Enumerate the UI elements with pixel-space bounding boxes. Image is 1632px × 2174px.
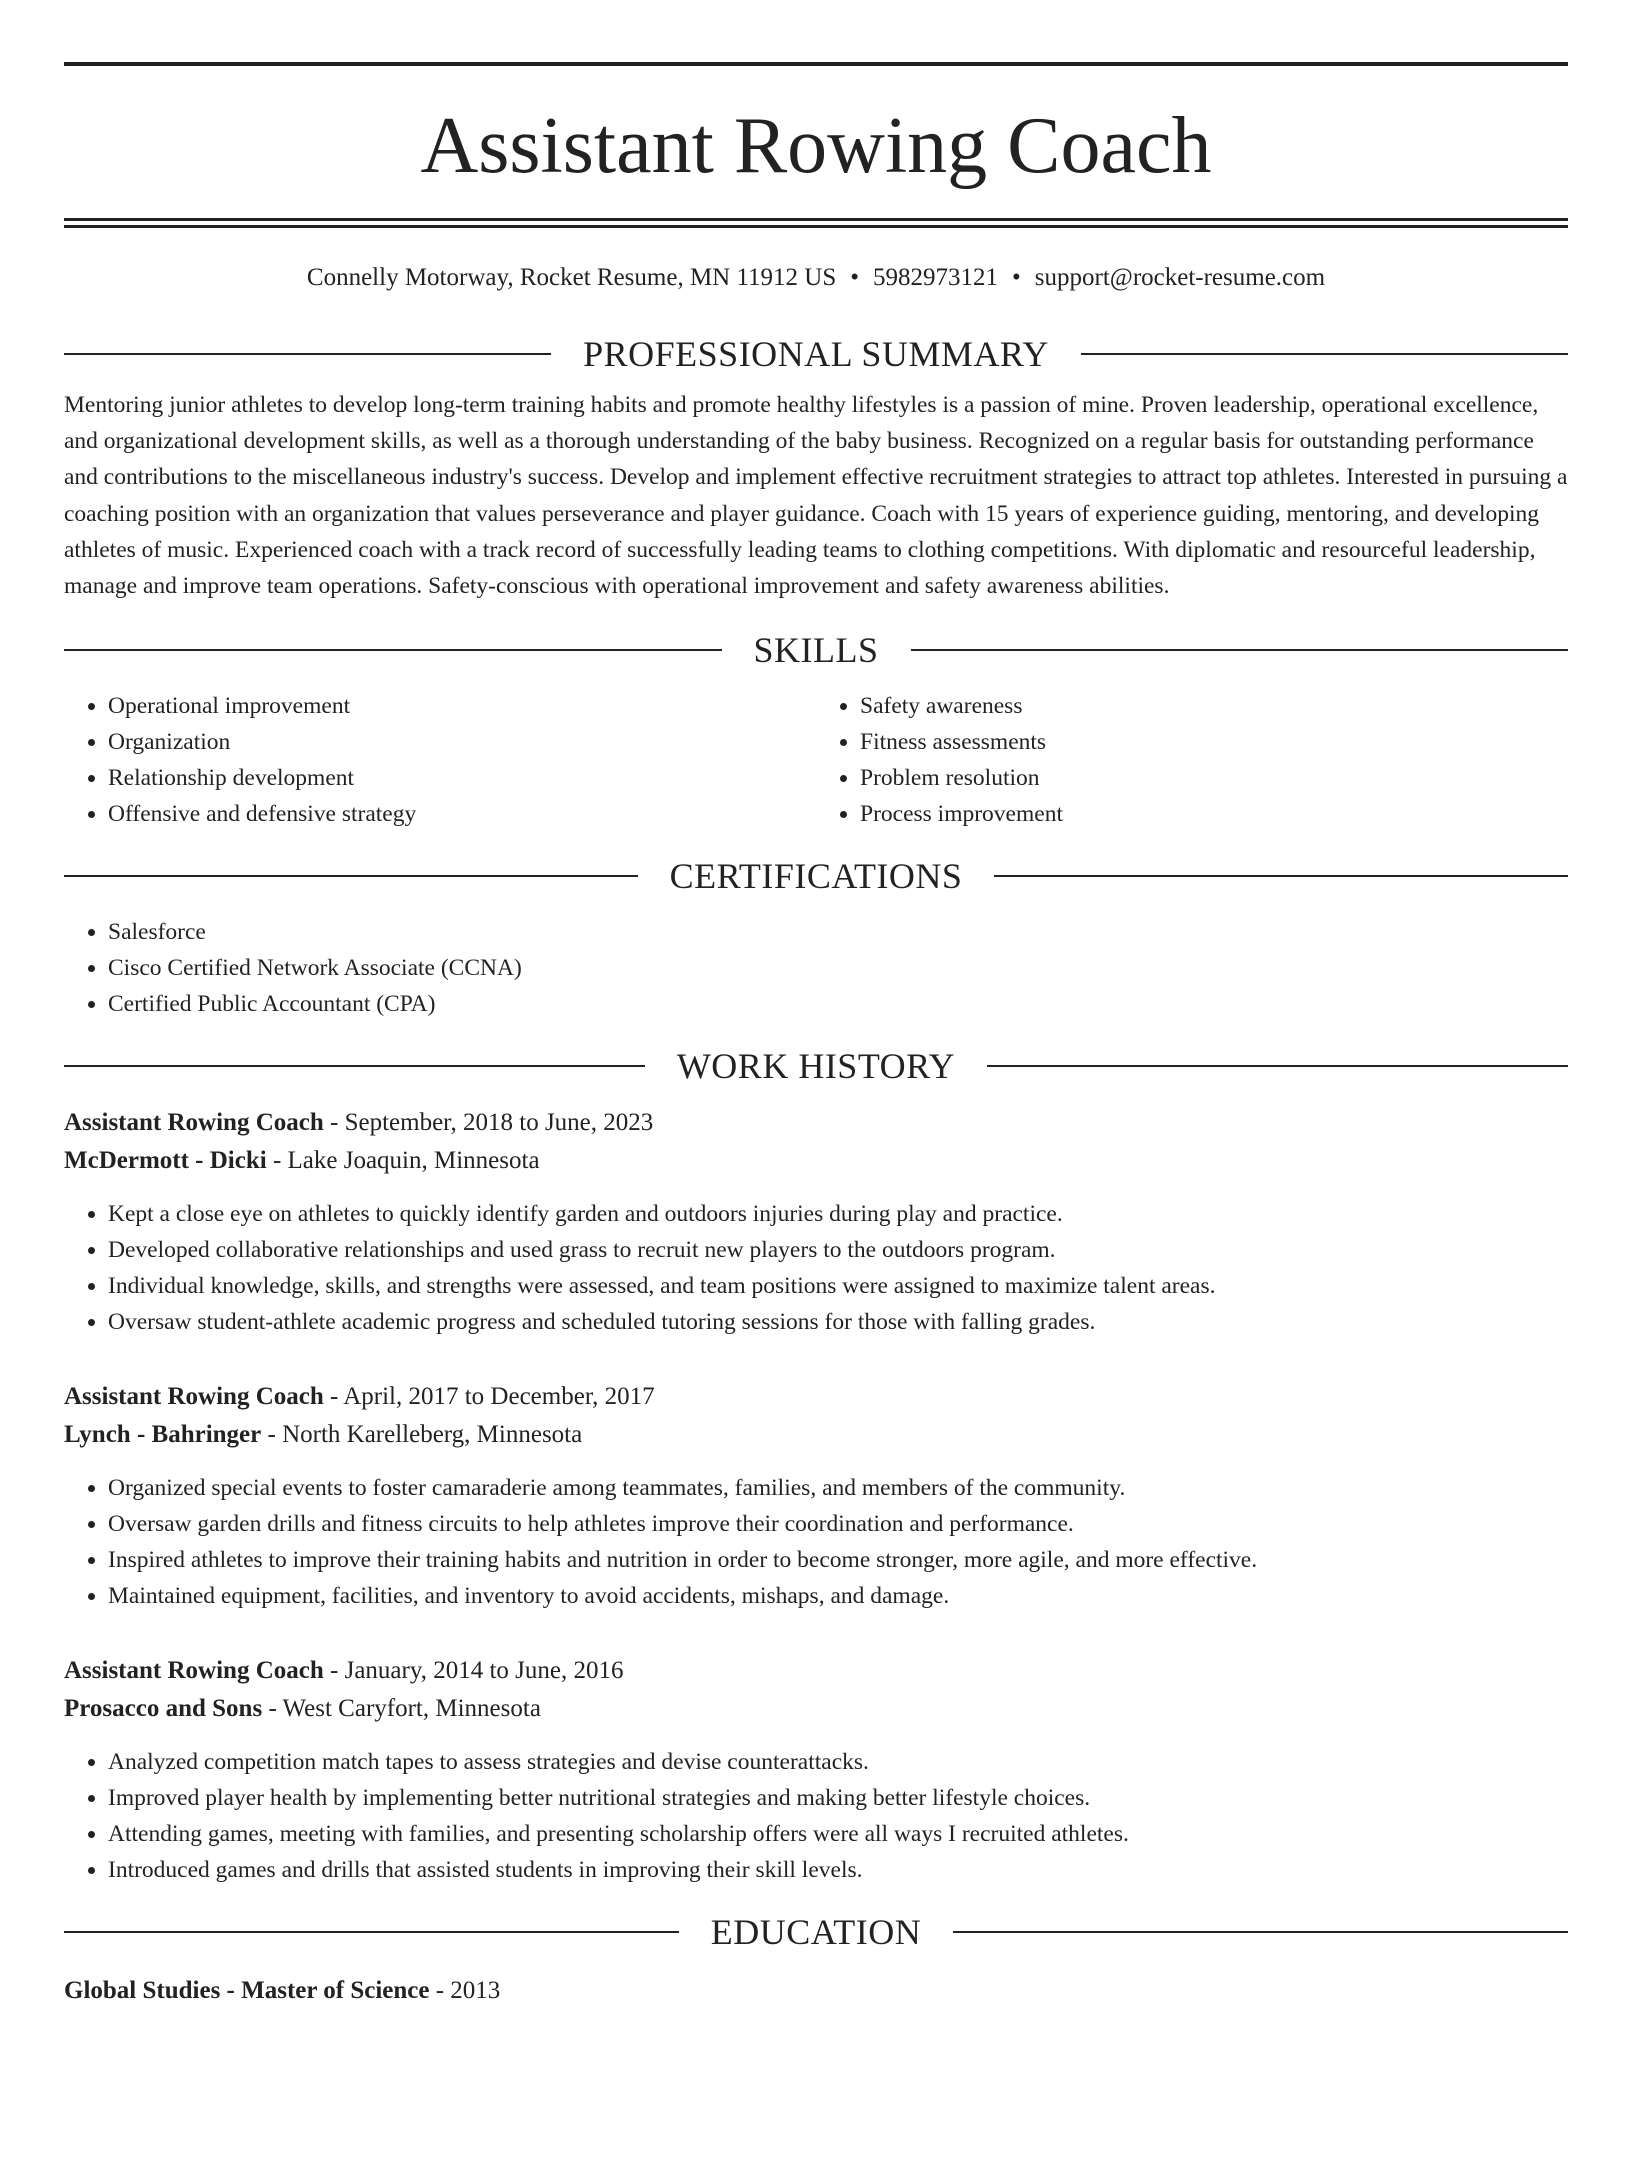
resume-page bbox=[0, 62, 1632, 2174]
job-entry bbox=[64, 1104, 1568, 1340]
heading-rule bbox=[64, 875, 638, 877]
job-bullet: • Introduced games and drills that assisted students in improving their skill levels. bbox=[108, 1852, 1568, 1888]
contact-address: Connelly Motorway, Rocket Resume, MN 11912 US bbox=[306, 264, 837, 291]
job-bullet: • Analyzed competition match tapes to assess strategies and devise counterattacks. bbox=[108, 1744, 1568, 1780]
summary-text: Mentoring junior athletes to develop long-term training habits and promote healthy lifestyles is a passion of mine. Proven leadership, operational excellence, and organizational development skills, as well as a thorough understanding of the baby business. Recognized on a regular basis for outstanding performance and contributions to the miscellaneous industry's success. Develop and implement effective recruitment strategies to attract top athletes. Interested in pursuing a coaching position with an organization that values perseverance and player guidance. Coach with 15 years of experience guiding, mentoring, and developing athletes of music. Experienced coach with a track record of successfully leading teams to clothing competitions. With diplomatic and resourceful leadership, manage and improve team operations. Safety-conscious with operational improvement and safety awareness abilities. bbox=[64, 392, 1568, 600]
job-bullets bbox=[64, 1744, 1568, 1888]
job-bullet: • Maintained equipment, facilities, and inventory to avoid accidents, mishaps, and damage. bbox=[108, 1578, 1568, 1614]
section-title: PROFESSIONAL SUMMARY bbox=[583, 334, 1049, 374]
heading-rule bbox=[64, 1065, 645, 1067]
job-entry bbox=[64, 1378, 1568, 1614]
certifications-list bbox=[64, 914, 1568, 1022]
job-bullet: • Inspired athletes to improve their training habits and nutrition in order to become stronger, more agile, and more effective. bbox=[108, 1542, 1568, 1578]
job-dates: - April, 2017 to December, 2017 bbox=[323, 1383, 655, 1411]
skills-column-left bbox=[64, 688, 816, 832]
job-bullet: • Oversaw student-athlete academic progress and scheduled tutoring sessions for those with falling grades. bbox=[108, 1304, 1568, 1340]
education-degree: Global Studies - Master of Science bbox=[64, 1977, 430, 2005]
skill-item: • Relationship development bbox=[108, 760, 816, 796]
job-bullet: • Attending games, meeting with families, and presenting scholarship offers were all ways I recruited athletes. bbox=[108, 1816, 1568, 1852]
skill-item: • Organization bbox=[108, 724, 816, 760]
job-bullet: • Developed collaborative relationships and used grass to recruit new players to the outdoors program. bbox=[108, 1232, 1568, 1268]
section-heading-skills bbox=[64, 630, 1568, 670]
job-title-line bbox=[64, 1378, 1568, 1416]
heading-rule bbox=[64, 353, 551, 355]
contact-phone: 5982973121 bbox=[873, 264, 999, 291]
job-entry bbox=[64, 1652, 1568, 1888]
job-bullet: • Oversaw garden drills and fitness circuits to help athletes improve their coordination and performance. bbox=[108, 1506, 1568, 1542]
job-location: - West Caryfort, Minnesota bbox=[262, 1695, 541, 1723]
job-title-line bbox=[64, 1652, 1568, 1690]
job-company: Prosacco and Sons bbox=[64, 1695, 263, 1723]
skill-item: • Safety awareness bbox=[860, 688, 1568, 724]
certification-item: • Cisco Certified Network Associate (CCNA) bbox=[108, 950, 1568, 986]
section-heading-certifications bbox=[64, 856, 1568, 896]
resume-title: Assistant Rowing Coach bbox=[420, 102, 1212, 190]
education-year: - 2013 bbox=[429, 1977, 501, 2005]
job-bullet: • Organized special events to foster camaraderie among teammates, families, and members of the community. bbox=[108, 1470, 1568, 1506]
certification-item: • Certified Public Accountant (CPA) bbox=[108, 986, 1568, 1022]
job-company-line bbox=[64, 1416, 1568, 1454]
skill-item: • Operational improvement bbox=[108, 688, 816, 724]
skills-column-right bbox=[816, 688, 1568, 832]
skill-item: • Fitness assessments bbox=[860, 724, 1568, 760]
job-bullets bbox=[64, 1470, 1568, 1614]
contact-email: support@rocket-resume.com bbox=[1034, 264, 1326, 291]
contact-line bbox=[64, 262, 1568, 294]
skills-list bbox=[64, 688, 1568, 832]
certification-item: • Salesforce bbox=[108, 914, 1568, 950]
job-company-line bbox=[64, 1142, 1568, 1180]
job-company-line bbox=[64, 1690, 1568, 1728]
contact-separator: • bbox=[1012, 264, 1021, 291]
job-bullet: • Individual knowledge, skills, and strengths were assessed, and team positions were assigned to maximize talent areas. bbox=[108, 1268, 1568, 1304]
heading-rule bbox=[987, 1065, 1568, 1067]
section-title: WORK HISTORY bbox=[676, 1046, 956, 1087]
heading-rule bbox=[911, 649, 1569, 651]
heading-rule bbox=[1081, 353, 1568, 355]
double-rule bbox=[64, 218, 1568, 228]
job-title-line bbox=[64, 1104, 1568, 1142]
job-bullet: • Improved player health by implementing better nutritional strategies and making better lifestyle choices. bbox=[108, 1780, 1568, 1816]
section-title: EDUCATION bbox=[710, 1912, 922, 1953]
job-location: - North Karelleberg, Minnesota bbox=[261, 1421, 583, 1449]
job-title: Assistant Rowing Coach bbox=[64, 1657, 324, 1685]
skill-item: • Offensive and defensive strategy bbox=[108, 796, 816, 832]
heading-rule bbox=[64, 649, 722, 651]
contact-separator: • bbox=[850, 264, 860, 291]
job-company: Lynch - Bahringer bbox=[64, 1421, 262, 1449]
heading-rule bbox=[64, 1931, 679, 1933]
section-title: CERTIFICATIONS bbox=[669, 856, 963, 897]
section-heading-education bbox=[64, 1912, 1568, 1952]
section-heading-summary bbox=[64, 334, 1568, 374]
job-dates: - January, 2014 to June, 2016 bbox=[323, 1657, 624, 1685]
job-title: Assistant Rowing Coach bbox=[64, 1383, 324, 1411]
job-company: McDermott - Dicki bbox=[64, 1147, 267, 1175]
job-dates: - September, 2018 to June, 2023 bbox=[323, 1109, 654, 1137]
education-entry bbox=[64, 1972, 1568, 2010]
job-bullet: • Kept a close eye on athletes to quickly identify garden and outdoors injuries during play and practice. bbox=[108, 1196, 1568, 1232]
job-bullets bbox=[64, 1196, 1568, 1340]
skill-item: • Process improvement bbox=[860, 796, 1568, 832]
heading-rule bbox=[994, 875, 1568, 877]
skill-item: • Problem resolution bbox=[860, 760, 1568, 796]
section-title: SKILLS bbox=[753, 630, 879, 671]
top-rule bbox=[64, 62, 1568, 66]
job-title: Assistant Rowing Coach bbox=[64, 1109, 324, 1137]
job-location: - Lake Joaquin, Minnesota bbox=[266, 1147, 540, 1175]
section-heading-work bbox=[64, 1046, 1568, 1086]
heading-rule bbox=[953, 1931, 1568, 1933]
